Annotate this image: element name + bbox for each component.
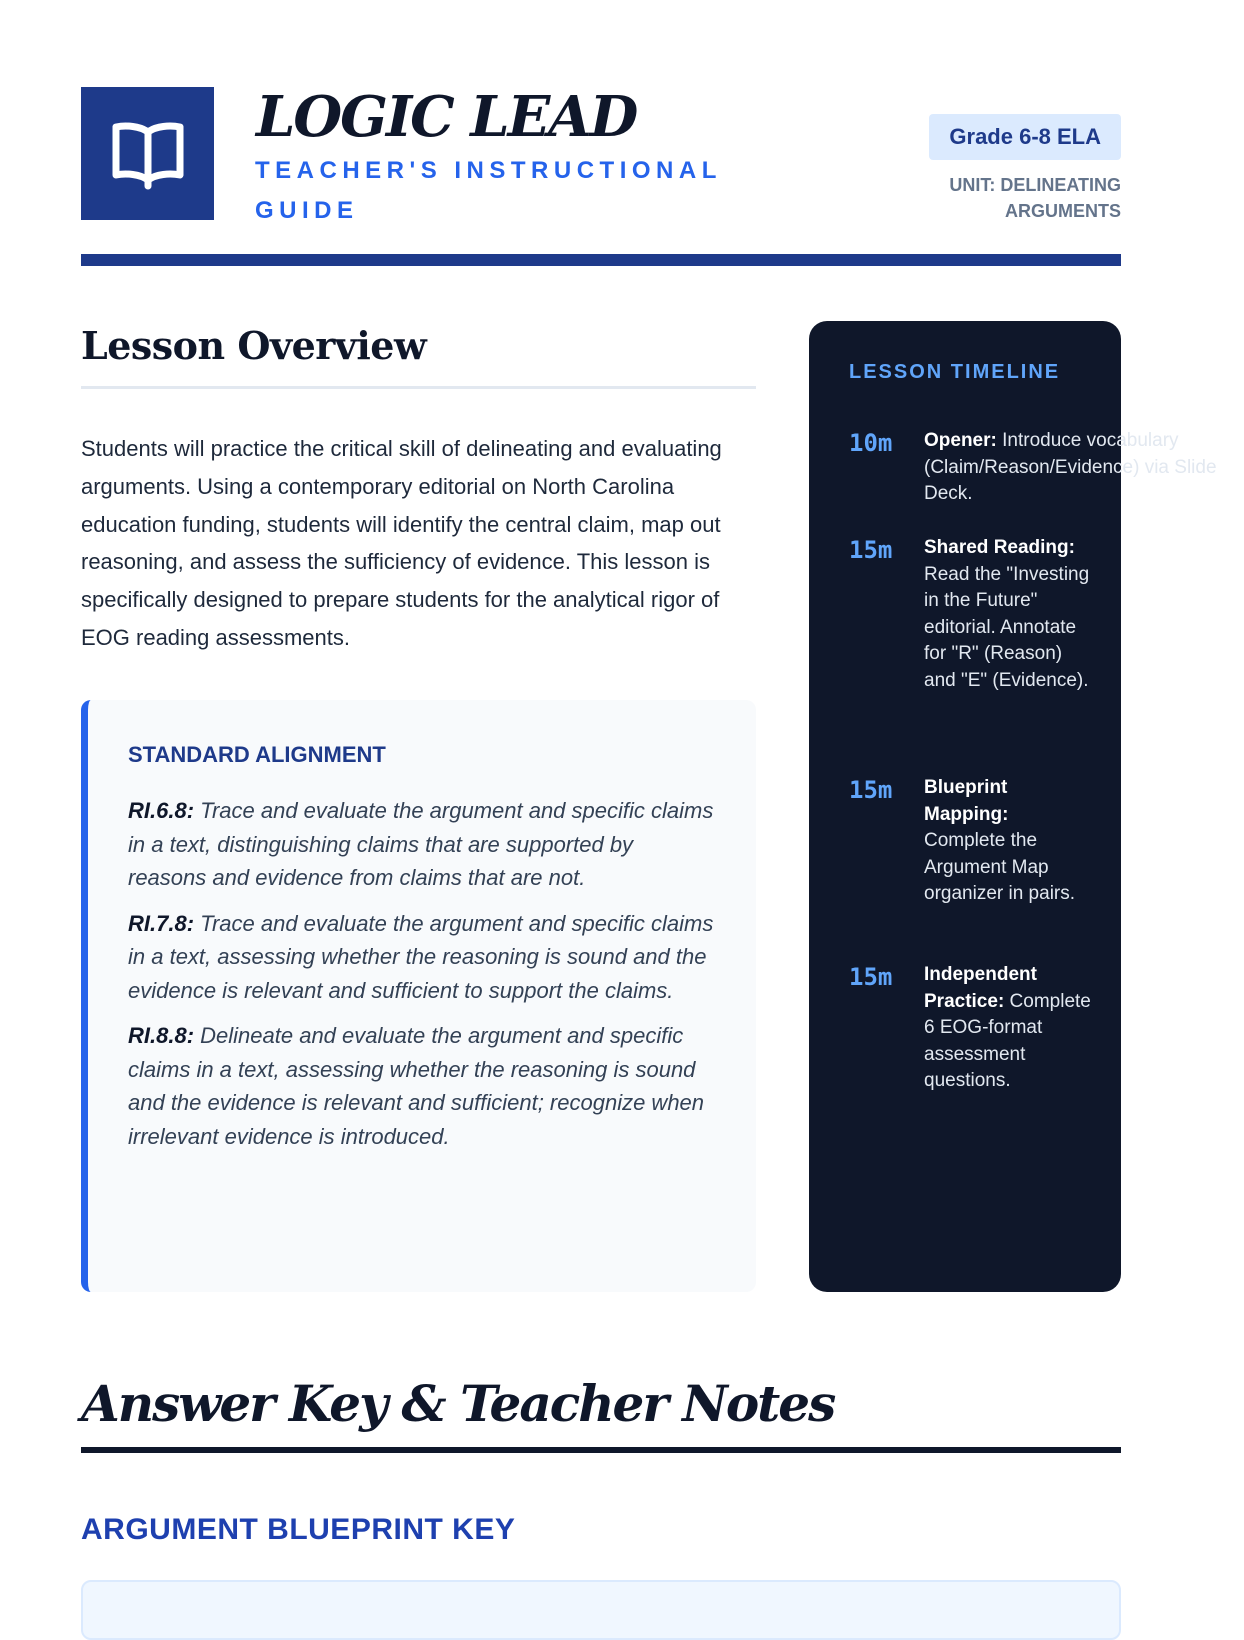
timeline-label: Independent Practice: <box>924 964 1037 1012</box>
argument-blueprint-title: ARGUMENT BLUEPRINT KEY <box>81 1513 516 1546</box>
standard-item <box>128 794 716 895</box>
header-divider <box>81 254 1121 266</box>
argument-blueprint-box <box>81 1580 1121 1640</box>
logo <box>81 87 214 220</box>
answer-key-title: Answer Key & Teacher Notes <box>81 1374 835 1433</box>
standard-text: Trace and evaluate the argument and specific claims in a text, distinguishing claims that are supported by reasons and evidence from claims that are not. <box>128 798 714 890</box>
open-book-icon <box>110 120 186 188</box>
standard-text: Delineate and evaluate the argument and specific claims in a text, assessing whether the reasoning is sound and the evidence is relevant and sufficient; recognize when irrelevant evidence is introduced. <box>128 1023 705 1149</box>
timeline-label: Opener: <box>924 430 997 451</box>
answer-key-divider <box>81 1447 1121 1453</box>
timeline-text <box>924 428 1244 508</box>
standard-item <box>128 1019 716 1153</box>
timeline-label: Shared Reading: <box>924 537 1075 558</box>
standard-alignment-box <box>81 700 756 1292</box>
brand-subtitle: TEACHER'S INSTRUCTIONAL GUIDE <box>255 157 722 224</box>
unit-label: UNIT: DELINEATING ARGUMENTS <box>949 175 1121 221</box>
standard-code: RI.8.8: <box>128 1023 195 1048</box>
timeline-desc: Read the "Investing in the Future" editorial. Annotate for "R" (Reason) and "E" (Evidence). <box>924 563 1090 691</box>
standard-code: RI.6.8: <box>128 798 195 823</box>
timeline-time: 10m <box>849 429 893 457</box>
timeline-desc: Introduce vocabulary (Claim/Reason/Evidence) via Slide Deck. <box>924 430 1217 504</box>
overview-divider <box>81 386 756 389</box>
standard-text: Trace and evaluate the argument and specific claims in a text, assessing whether the reasoning is sound and the evidence is relevant and sufficient to support the claims. <box>128 910 714 1003</box>
standard-code: RI.7.8: <box>128 910 195 936</box>
brand-title: LOGIC LEAD <box>256 84 637 150</box>
timeline-time: 15m <box>849 963 893 991</box>
timeline-text <box>924 962 1094 1095</box>
page-header <box>81 84 1121 224</box>
timeline-time: 15m <box>849 536 893 564</box>
timeline-title: LESSON TIMELINE <box>849 361 1061 383</box>
standards-title: STANDARD ALIGNMENT <box>128 742 386 767</box>
timeline-desc: Complete 6 EOG-format assessment questions. <box>924 990 1091 1091</box>
timeline-desc: Complete the Argument Map organizer in pairs. <box>924 830 1076 904</box>
overview-body: Students will practice the critical skill of delineating and evaluating arguments. Using a contemporary editorial on North Carolina education funding, students will identify the central claim, map out reasoning, and assess the sufficiency of evidence. This lesson is specifically designed to prepare students for the analytical rigor of EOG reading assessments. <box>81 436 722 650</box>
overview-title: Lesson Overview <box>81 323 427 368</box>
standard-item <box>128 907 716 1008</box>
grade-badge: Grade 6-8 ELA <box>929 114 1121 160</box>
timeline-text <box>924 535 1094 694</box>
timeline-label: Blueprint Mapping: <box>924 777 1009 825</box>
timeline-time: 15m <box>849 776 893 804</box>
lesson-timeline-panel <box>809 321 1217 1292</box>
timeline-text <box>924 775 1094 908</box>
